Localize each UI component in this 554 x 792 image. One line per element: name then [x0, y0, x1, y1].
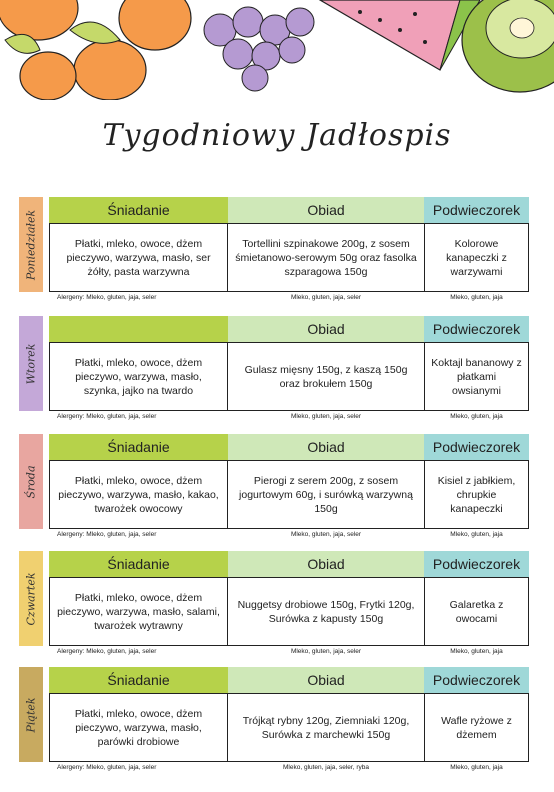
day-tab — [19, 434, 43, 529]
day-tab — [19, 316, 43, 411]
meal-header: Podwieczorek — [424, 434, 529, 460]
allergen-note: Alergeny: Mleko, gluten, jaja, seler — [57, 531, 157, 538]
day-tab — [19, 551, 43, 646]
allergen-note: Mleko, gluten, jaja, seler, ryba — [283, 764, 369, 771]
meal-cell — [227, 460, 425, 529]
meal-text: Wafle ryżowe z dżemem — [441, 714, 512, 741]
meal-cell — [49, 223, 228, 292]
meal-text: Koktajl bananowy z płatkami owsianymi — [431, 356, 522, 397]
day-tab — [19, 197, 43, 292]
meal-text: Płatki, mleko, owoce, dżem pieczywo, warzywa, masło, szynka, jajko na twardo — [74, 356, 203, 397]
allergen-note: Mleko, gluten, jaja — [450, 531, 503, 538]
allergen-note: Mleko, gluten, jaja — [450, 764, 503, 771]
fruit-banner — [0, 0, 554, 100]
allergen-note: Alergeny: Mleko, gluten, jaja, seler — [57, 764, 157, 771]
allergen-note: Mleko, gluten, jaja — [450, 648, 503, 655]
page-title: Tygodniowy Jadłospis — [102, 118, 452, 153]
day-block — [19, 551, 529, 655]
meal-text: Pierogi z serem 200g, z sosem jogurtowym 60g, i surówką warzywną 150g — [239, 474, 413, 515]
day-block — [19, 197, 529, 301]
meal-header: Śniadanie — [49, 434, 228, 460]
meal-header: Podwieczorek — [424, 551, 529, 577]
meal-cell — [49, 577, 228, 646]
day-name: Czwartek — [24, 571, 38, 626]
meal-text: Galaretka z owocami — [449, 598, 504, 625]
allergen-note: Mleko, gluten, jaja — [450, 413, 503, 420]
allergen-note: Mleko, gluten, jaja, seler — [290, 413, 362, 420]
meal-cell — [49, 693, 228, 762]
meal-header: Obiad — [228, 197, 424, 223]
allergen-note: Mleko, gluten, jaja, seler — [290, 294, 362, 301]
meal-cell — [227, 577, 425, 646]
meal-cell — [49, 460, 228, 529]
day-block — [19, 667, 529, 771]
meal-header: Śniadanie — [49, 551, 228, 577]
meal-cell — [424, 693, 529, 762]
allergen-note: Mleko, gluten, jaja, seler — [290, 648, 362, 655]
allergen-note: Alergeny: Mleko, gluten, jaja, seler — [57, 413, 157, 420]
day-block — [19, 434, 529, 538]
meal-header: Podwieczorek — [424, 197, 529, 223]
meal-cell — [49, 342, 228, 411]
meal-header: Śniadanie — [49, 667, 228, 693]
meal-header: Podwieczorek — [424, 316, 529, 342]
meal-text: Płatki, mleko, owoce, dżem pieczywo, warzywa, masło, parówki drobiowe — [74, 707, 203, 748]
allergen-note: Mleko, gluten, jaja, seler — [290, 531, 362, 538]
meal-cell — [227, 342, 425, 411]
meal-text: Płatki, mleko, owoce, dżem pieczywo, warzywa, masło, salami, twarożek wytrawny — [57, 591, 220, 632]
meal-header: Śniadanie — [49, 197, 228, 223]
meal-header: Obiad — [228, 667, 424, 693]
day-block — [19, 316, 529, 420]
day-tab — [19, 667, 43, 762]
day-name: Poniedziałek — [24, 209, 38, 280]
meal-header: Obiad — [228, 434, 424, 460]
meal-text: Płatki, mleko, owoce, dżem pieczywo, warzywa, masło, kakao, twarożek owocowy — [58, 474, 219, 515]
day-name: Wtorek — [24, 343, 38, 384]
meal-cell — [424, 342, 529, 411]
meal-header: Obiad — [228, 551, 424, 577]
meal-cell — [227, 693, 425, 762]
meal-text: Płatki, mleko, owoce, dżem pieczywo, warzywa, masło, ser żółty, pasta warzywna — [66, 237, 211, 278]
meal-text: Trójkąt rybny 120g, Ziemniaki 120g, Surówka z marchewki 150g — [242, 714, 410, 741]
meal-text: Tortellini szpinakowe 200g, z sosem śmietanowo-serowym 50g oraz fasolka szparagowa 150g — [235, 237, 417, 278]
meal-cell — [227, 223, 425, 292]
meal-cell — [424, 577, 529, 646]
allergen-note: Alergeny: Mleko, gluten, jaja, seler — [57, 294, 157, 301]
meal-text: Nuggetsy drobiowe 150g, Frytki 120g, Surówka z kapusty 150g — [237, 598, 415, 625]
meal-header: Podwieczorek — [424, 667, 529, 693]
day-name: Piątek — [24, 696, 38, 733]
allergen-note: Mleko, gluten, jaja — [450, 294, 503, 301]
allergen-note: Alergeny: Mleko, gluten, jaja, seler — [57, 648, 157, 655]
day-name: Środa — [24, 464, 38, 499]
meal-cell — [424, 460, 529, 529]
meal-text: Kisiel z jabłkiem, chrupkie kanapeczki — [437, 474, 516, 515]
meal-cell — [424, 223, 529, 292]
meal-header — [49, 316, 228, 342]
meal-text: Gulasz mięsny 150g, z kaszą 150g oraz brokułem 150g — [244, 363, 408, 390]
meal-text: Kolorowe kanapeczki z warzywami — [446, 237, 507, 278]
meal-header: Obiad — [228, 316, 424, 342]
